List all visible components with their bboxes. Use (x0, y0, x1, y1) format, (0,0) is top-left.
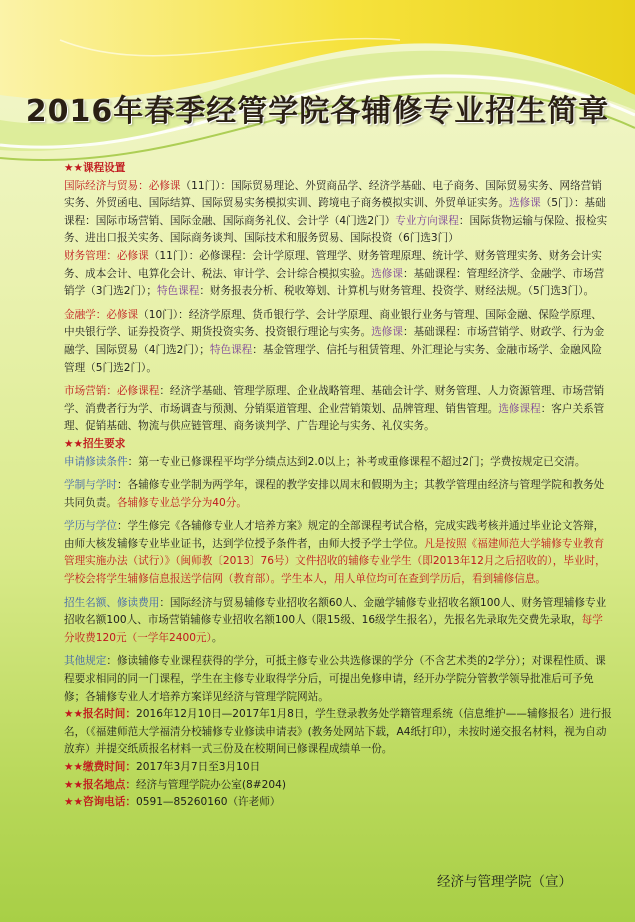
label: 必修课 (106, 308, 139, 321)
label: ★★咨询电话： (64, 796, 136, 809)
paragraph-eligibility (64, 454, 612, 472)
course-settings-heading: ★★课程设置 (64, 162, 126, 174)
label: 必修课 (116, 249, 149, 262)
text: ：国际货物运输与保险、报检实务、进出口报关实务、国际商务谈判、国际技术和服务贸易、国际投资（6门选3门） (64, 214, 608, 245)
text: ：基础课程：管理经济学、金融学、市场营销学（3门选2门）； (64, 267, 605, 298)
paragraph-marketing (64, 383, 612, 436)
label: 选修课 (508, 197, 541, 210)
label: 特色课程 (209, 343, 253, 356)
label: 财务管理： (64, 249, 117, 262)
text: ：各辅修专业学制为两学年，课程的教学安排以周末和假期为主；其教学管理由经济与管理学院和教务处共同负责。 (64, 479, 605, 509)
label: ★★报名时间： (64, 708, 136, 721)
text: ：财务报表分析、税收筹划、计算机与财务管理、投资学、财经法规。（5门选3门）。 (199, 285, 595, 298)
text: ：第一专业已修课程平均学分绩点达到2.0以上；补考或重修课程不超过2门；学费按规定已交清。 (127, 455, 586, 468)
text: 每学分收费120元（一学年2400元） (64, 614, 603, 644)
text: ：国际经济与贸易辅修专业招收名额60人、金融学辅修专业招收名额100人、财务管理辅修专业招收名额100人、市场营销辅修专业招收名额100人（限15级、16级学生报名），先报名先录取先交费先录取， (64, 596, 607, 627)
paragraph-other-rules (64, 653, 612, 706)
paragraph-finance-management (64, 248, 612, 301)
text: 0591—85260160（许老师） (135, 796, 281, 809)
text: ：经济学基础、管理学原理、企业战略管理、基础会计学、财务管理、人力资源管理、市场营销学、消费者行为学、市场调查与预测、分销渠道管理、企业营销策划、品牌管理、销售管理。 (64, 385, 605, 415)
text: （11门）：必修课程：会计学原理、管理学、财务管理原理、统计学、财务管理实务、财务会计实务、成本会计、电算化会计、税法、审计学、会计综合模拟实验。 (64, 249, 602, 280)
paragraph-duration (64, 477, 612, 512)
text: ：客户关系管理、促销基础、物流与供应链管理、商务谈判学、广告理论与实务、礼仪实务。 (64, 402, 605, 433)
paragraph-finance (64, 307, 612, 377)
text: ：学生修完《各辅修专业人才培养方案》规定的全部课程考试合格，完成实践考核并通过毕业论文答辩，由师大核发辅修专业毕业证书，达到学位授予条件者，由师大授予学士学位。 (64, 520, 605, 550)
text: ：基础课程：市场营销学、财政学、行为金融学、国际贸易（4门选2门）； (64, 326, 605, 356)
paragraph-payment-time (64, 759, 612, 777)
text: 经济与管理学院办公室(8#204) (135, 778, 287, 791)
paragraph-contact-phone (64, 794, 612, 812)
page-title: 2016年春季经管学院各辅修专业招生简章 (25, 94, 610, 129)
label: ★★报名地点： (64, 778, 136, 791)
admission-requirements-heading: ★★招生要求 (64, 437, 126, 450)
label: 必修课程 (116, 385, 160, 398)
label: 申请修读条件 (64, 455, 128, 468)
label: 招生名额、修读费用 (64, 596, 160, 609)
announcement-body (64, 160, 612, 812)
text: （10门）：经济学原理、货币银行学、会计学原理、商业银行业务与管理、国际金融、保险学原理、中央银行学、证券投资学、期货投资实务、投资银行理论与实务。 (64, 308, 602, 339)
paragraph-international-trade (64, 178, 612, 248)
label: 金融学： (64, 308, 107, 321)
label: 其他规定 (64, 655, 107, 668)
label: 选修课程 (498, 402, 541, 415)
label: 国际经济与贸易： (64, 179, 149, 192)
text: 2017年3月7日至3月10日 (135, 761, 261, 773)
paragraph-degree (64, 518, 612, 588)
text: 凡是按照《福建师范大学辅修专业教育管理实施办法（试行）》（闽师教〔2013〕76号）文件招收的辅修专业学生（即2013年12月之后招收的），毕业时，学校会将学生辅修信息报送学信网（教育部）。学生本人，用人单位均可在查到学历后，看到辅修信息。 (64, 537, 606, 586)
paragraph-registration-place (64, 777, 612, 795)
text: （5门）：基础课程：国际市场营销、国际金融、国际商务礼仪、会计学（4门选2门） (64, 197, 606, 227)
label: 专业方向课程 (395, 214, 459, 227)
text: 2016年12月10日—2017年1月8日，学生登录教务处学籍管理系统（信息维护——辅修报名）进行报名，（《福建师范大学福清分校辅修专业修读申请表》(教务处网站下载，A4纸打印），未按时递交报名材料，视为自动放弃）并提交纸质报名材料一式三份及在校期间已修课程成绩单一份。 (64, 708, 612, 756)
signature: 经济与管理学院（宣） (437, 874, 572, 890)
text: 。 (211, 631, 223, 644)
paragraph-quota-fees (64, 595, 612, 648)
label: 必修课 (148, 179, 181, 192)
label: 特色课程 (156, 285, 200, 298)
text: （11门）：国际贸易理论、外贸商品学、经济学基础、电子商务、国际贸易实务、网络营销实务、外贸函电、国际结算、国际贸易实务模拟实训、跨境电子商务模拟实训、外贸单证实务。 (64, 179, 602, 210)
paragraph-registration-time (64, 706, 612, 759)
label: ★★缴费时间： (64, 761, 136, 773)
label: 学制与学时 (64, 479, 117, 492)
text: ：修读辅修专业课程获得的学分，可抵主修专业公共选修课的学分（不含艺术类的2学分）；对课程性质、课程要求相同的同一门课程，学生在主修专业取得学分后，可提出免修申请，经开办学院分管教学领导批准后可予免修；各辅修专业人才培养方案详见经济与管理学院网站。 (64, 655, 606, 703)
label: 市场营销： (64, 385, 117, 398)
text: 各辅修专业总学分为40分。 (116, 496, 247, 509)
label: 学历与学位 (64, 520, 117, 533)
text: ：基金管理学、信托与租赁管理、外汇理论与实务、金融市场学、金融风险管理（5门选2门）。 (64, 343, 602, 374)
label: 选修课 (371, 267, 403, 280)
label: 选修课 (371, 326, 403, 339)
